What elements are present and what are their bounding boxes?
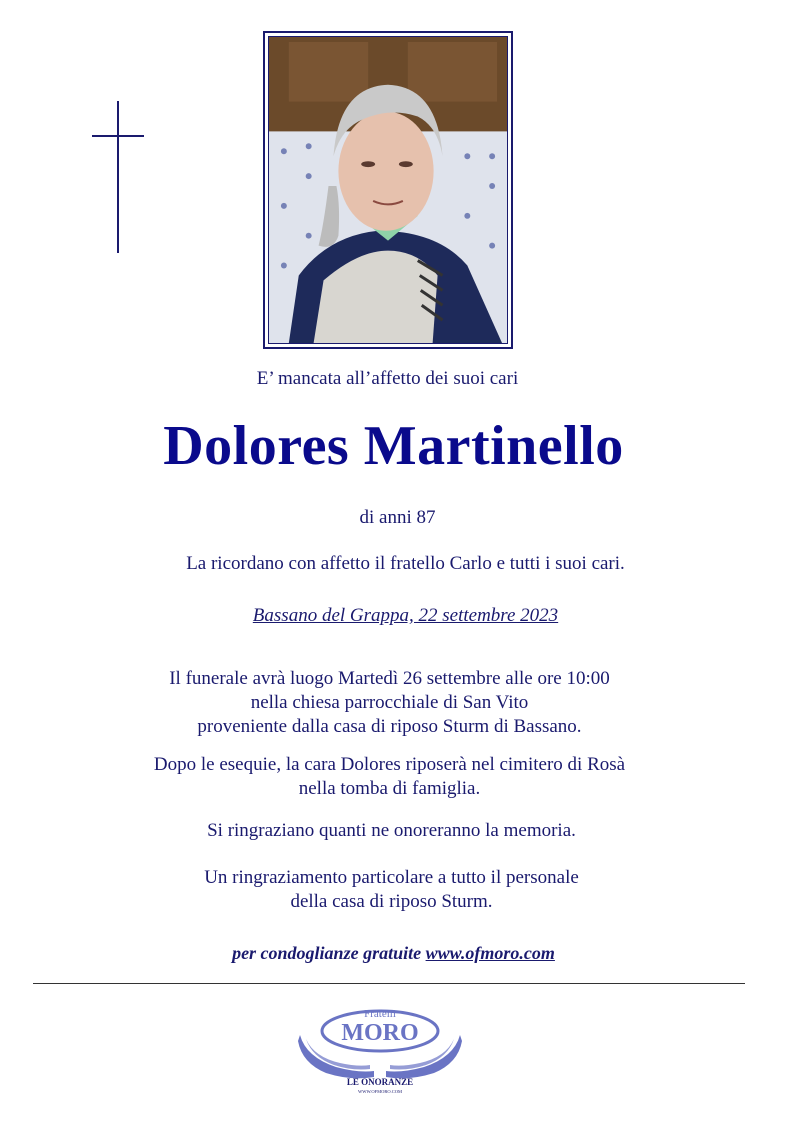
logo-brand: MORO xyxy=(341,1020,419,1046)
remembrance-text: La ricordano con affetto il fratello Carlo e tutti i suoi cari. xyxy=(186,553,625,574)
place-date: Bassano del Grappa, 22 settembre 2023 xyxy=(252,605,559,626)
special-thanks-line: Un ringraziamento particolare a tutto il personale xyxy=(204,867,579,888)
age-text: di anni 87 xyxy=(359,507,436,528)
logo-subtitle: LE ONORANZE xyxy=(346,1077,414,1087)
moro-logo xyxy=(296,1007,464,1097)
portrait-photo xyxy=(263,31,513,349)
divider xyxy=(33,983,745,984)
funeral-line: proveniente dalla casa di riposo Sturm di Bassano. xyxy=(197,716,582,737)
thanks-text: Si ringraziano quanti ne onoreranno la memoria. xyxy=(207,820,576,841)
condolences-text: per condoglianze gratuite xyxy=(232,943,426,963)
portrait-image xyxy=(269,37,507,343)
burial-line: nella tomba di famiglia. xyxy=(298,778,481,799)
logo-fratelli: Fratelli xyxy=(364,1008,396,1020)
deceased-name: Dolores Martinello xyxy=(163,415,624,477)
cross-icon xyxy=(92,101,144,253)
burial-line: Dopo le esequie, la cara Dolores riposerà nel cimitero di Rosà xyxy=(153,754,626,775)
condolences-line xyxy=(0,943,791,964)
intro-text: E’ mancata all’affetto dei suoi cari xyxy=(256,368,519,389)
special-thanks xyxy=(0,866,789,914)
funeral-line: Il funerale avrà luogo Martedì 26 settembre alle ore 10:00 xyxy=(169,668,610,689)
funeral-line: nella chiesa parrocchiale di San Vito xyxy=(250,692,529,713)
logo-url: WWW.OFMORO.COM xyxy=(357,1089,403,1094)
burial-info xyxy=(0,753,787,801)
funeral-info xyxy=(0,667,787,739)
special-thanks-line: della casa di riposo Sturm. xyxy=(290,891,493,912)
condolences-link[interactable]: www.ofmoro.com xyxy=(425,943,555,963)
